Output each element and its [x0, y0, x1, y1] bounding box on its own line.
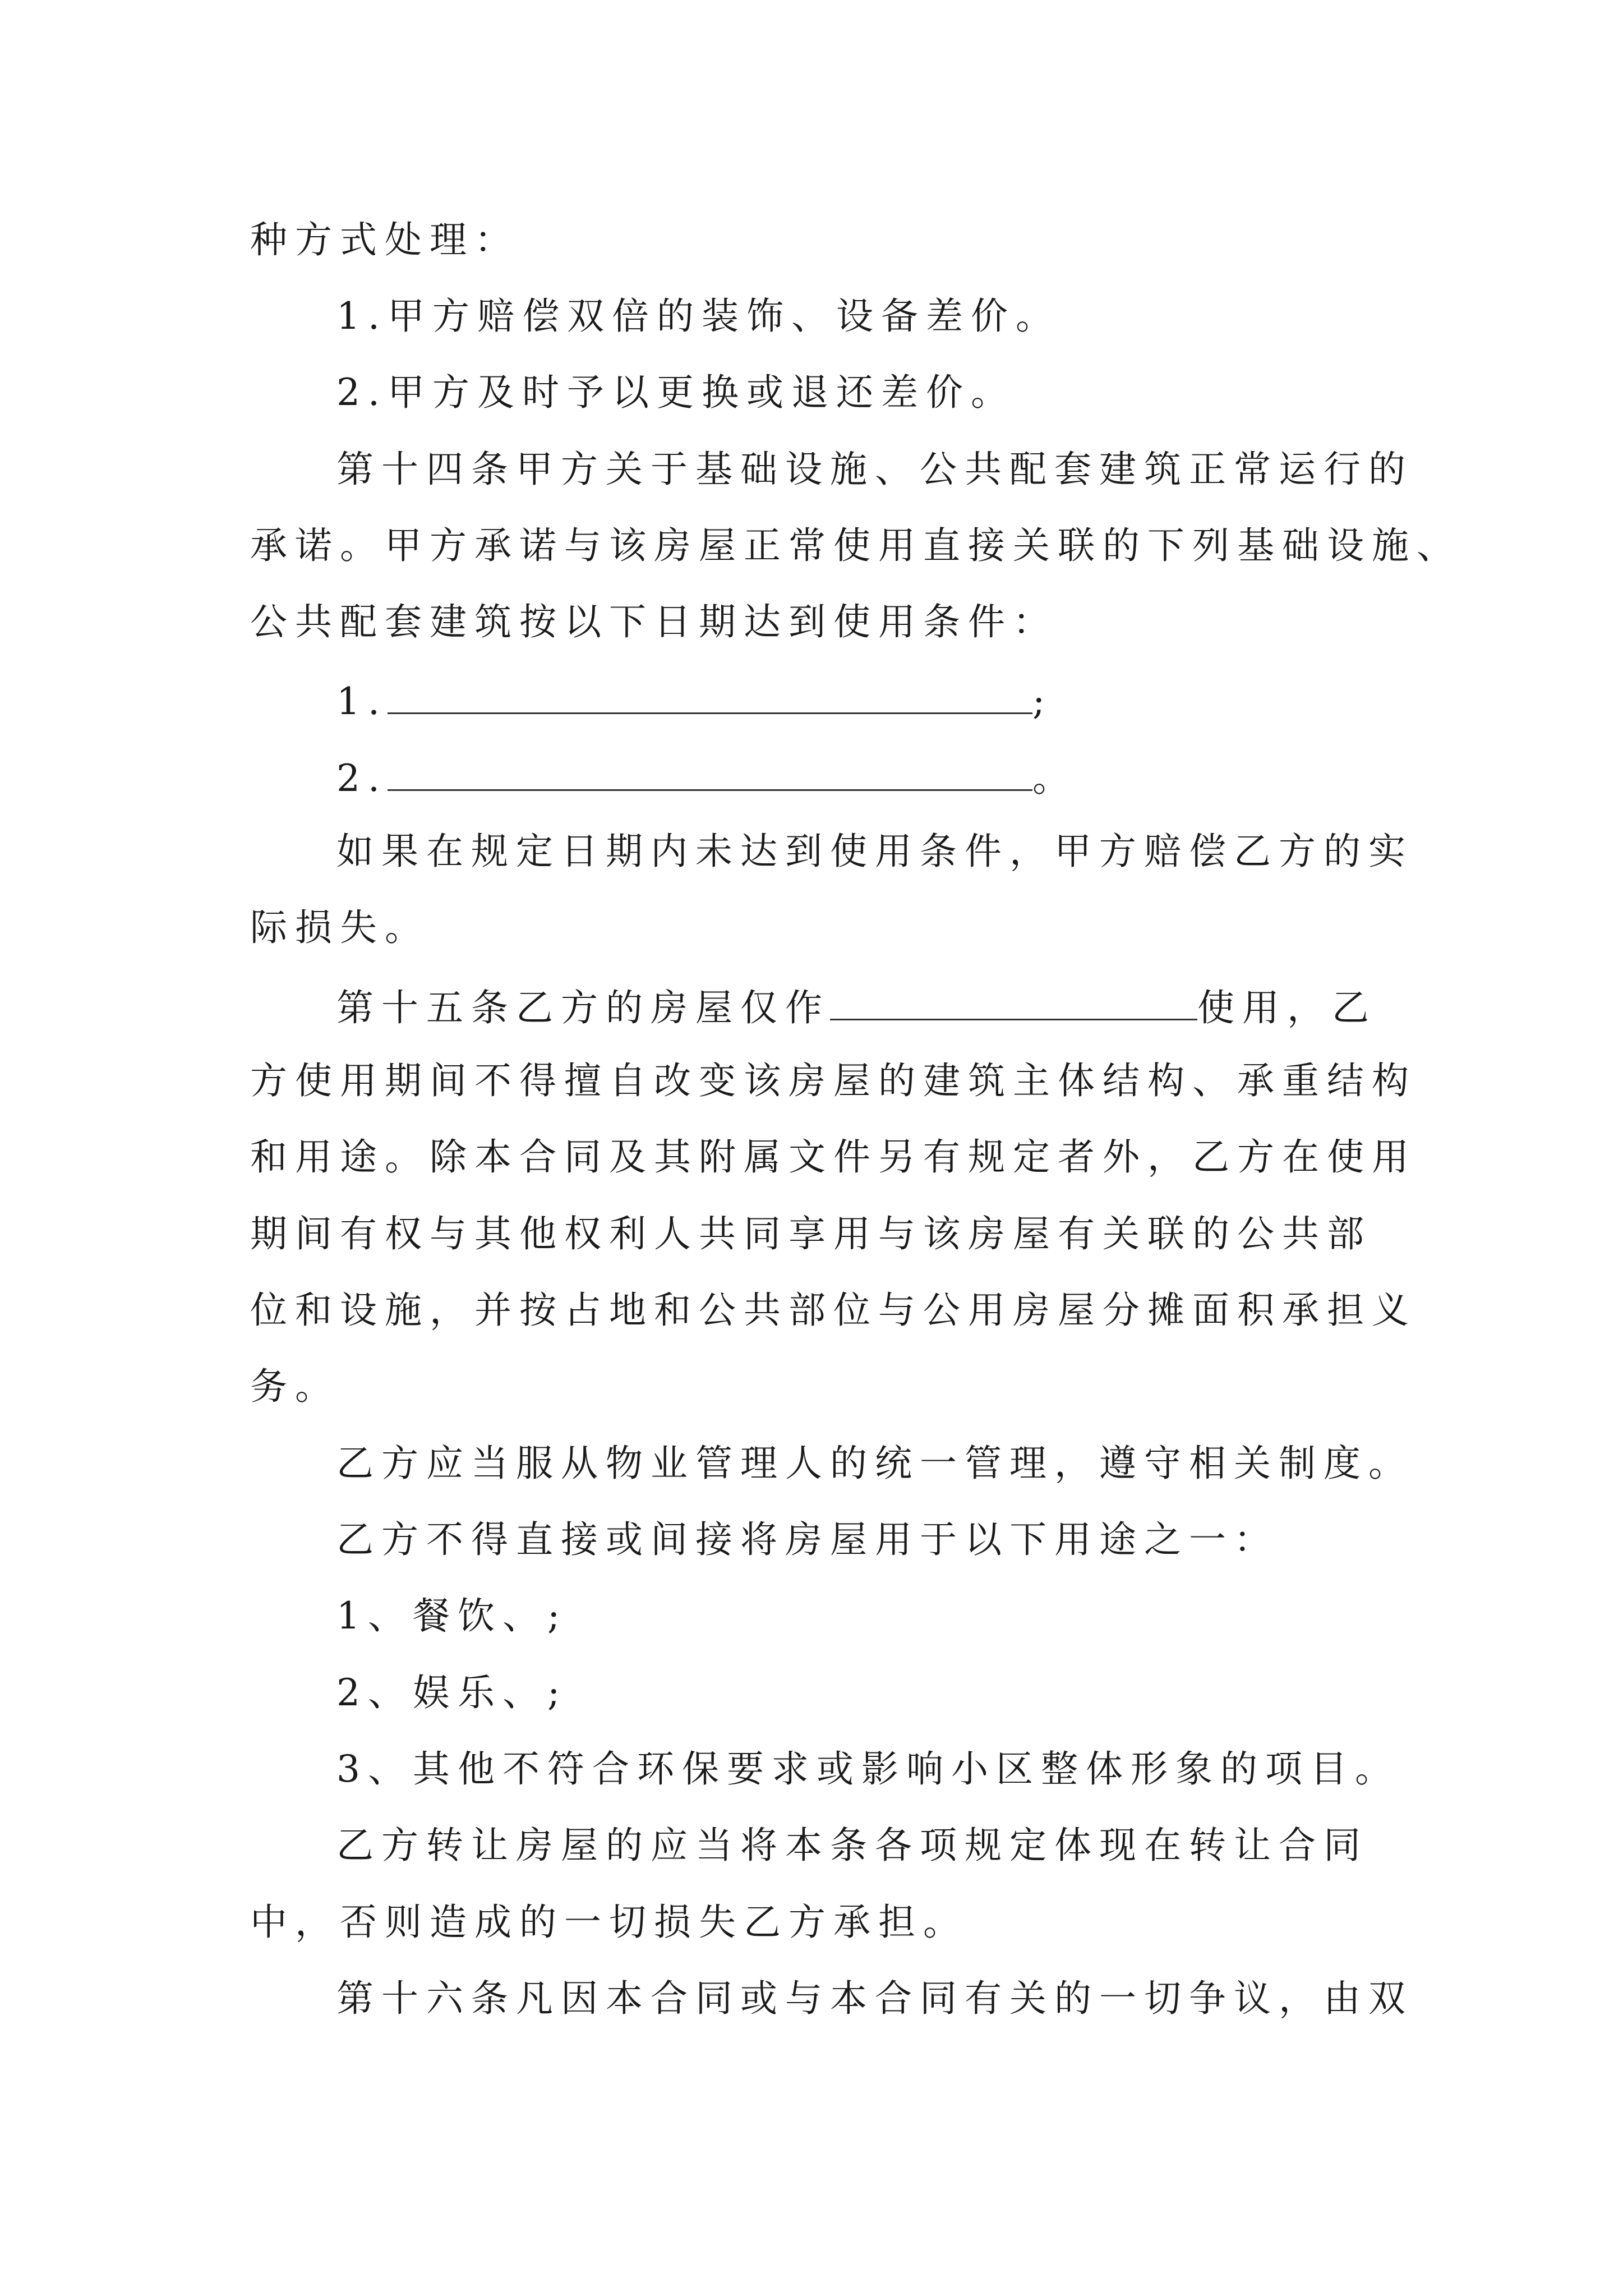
- paragraph-line: 种方式处理：: [250, 218, 519, 261]
- list-item-catering: 1、餐饮、;: [336, 1594, 568, 1637]
- list-item-1: 1.甲方赔偿双倍的装饰、设备差价。: [336, 295, 1061, 338]
- article-14-heading: 第十四条甲方关于基础设施、公共配套建筑正常运行的: [336, 448, 1413, 491]
- blank-item-1-end: ;: [1032, 680, 1053, 723]
- paragraph-line: 期间有权与其他权利人共同享用与该房屋有关联的公共部: [250, 1212, 1372, 1255]
- fill-in-blank: [830, 979, 1197, 1020]
- blank-item-2-label: 2.: [336, 757, 388, 800]
- list-item-2: 2.甲方及时予以更换或退还差价。: [336, 371, 1016, 414]
- paragraph-line: 中，否则造成的一切损失乙方承担。: [250, 1901, 968, 1944]
- article-15-heading: [336, 979, 1377, 1033]
- paragraph-line: 乙方转让房屋的应当将本条各项规定体现在转让合同: [336, 1824, 1368, 1867]
- paragraph-line: 公共配套建筑按以下日期达到使用条件：: [250, 600, 1058, 643]
- paragraph-line: 如果在规定日期内未达到使用条件，甲方赔偿乙方的实: [336, 830, 1413, 873]
- paragraph-line: 方使用期间不得擅自改变该房屋的建筑主体结构、承重结构: [250, 1059, 1417, 1102]
- blank-item-2: [336, 750, 1077, 804]
- paragraph-line: 乙方不得直接或间接将房屋用于以下用途之一：: [336, 1518, 1279, 1561]
- blank-item-1: [336, 673, 1053, 727]
- paragraph-line: 和用途。除本合同及其附属文件另有规定者外，乙方在使用: [250, 1135, 1417, 1179]
- article-15-before-blank: 第十五条乙方的房屋仅作: [336, 986, 830, 1029]
- paragraph-line: 乙方应当服从物业管理人的统一管理，遵守相关制度。: [336, 1442, 1413, 1485]
- fill-in-blank: [388, 750, 1032, 791]
- paragraph-line: 承诺。甲方承诺与该房屋正常使用直接关联的下列基础设施、: [250, 524, 1461, 567]
- fill-in-blank: [388, 673, 1032, 714]
- article-15-after-blank: 使用，乙: [1197, 986, 1377, 1029]
- blank-item-1-label: 1.: [336, 680, 388, 723]
- article-16-heading: 第十六条凡因本合同或与本合同有关的一切争议，由双: [336, 1977, 1413, 2020]
- list-item-entertainment: 2、娱乐、;: [336, 1671, 568, 1714]
- list-item-other: 3、其他不符合环保要求或影响小区整体形象的项目。: [336, 1747, 1400, 1791]
- paragraph-line: 务。: [250, 1365, 340, 1408]
- paragraph-line: 际损失。: [250, 906, 430, 949]
- paragraph-line: 位和设施，并按占地和公共部位与公用房屋分摊面积承担义: [250, 1289, 1417, 1332]
- blank-item-2-end: 。: [1032, 757, 1077, 800]
